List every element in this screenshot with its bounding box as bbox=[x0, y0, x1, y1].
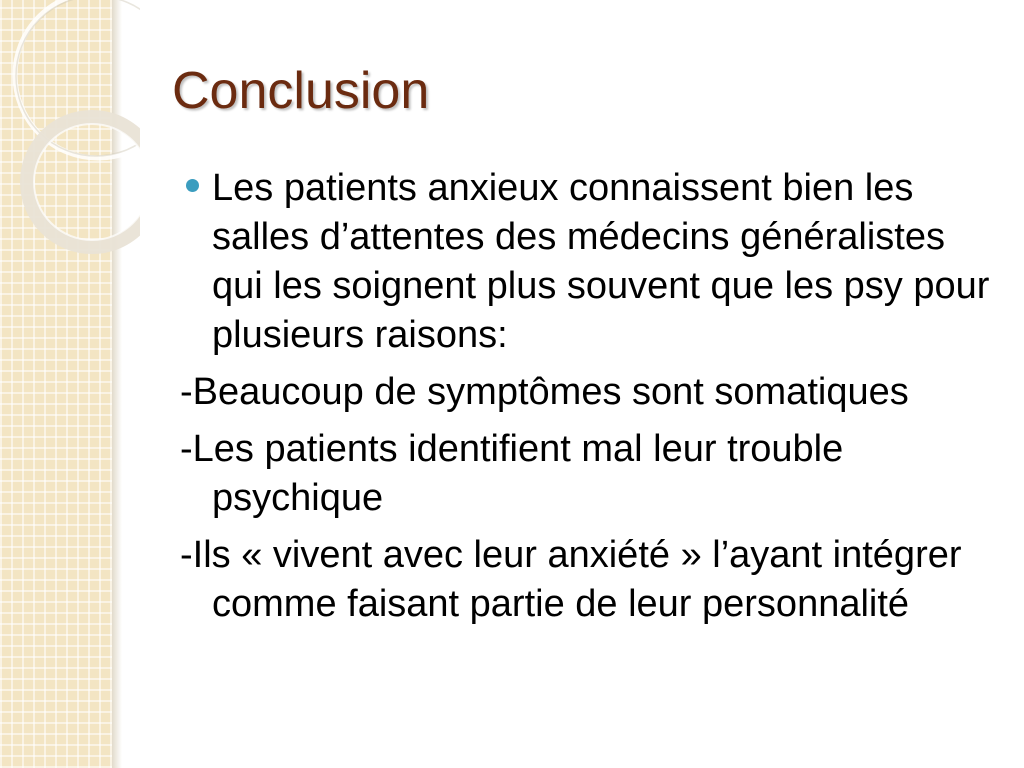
body-paragraph: -Les patients identifient mal leur trouble psychique bbox=[180, 428, 844, 519]
slide-body bbox=[180, 164, 1000, 637]
body-paragraph: -Beaucoup de symptômes sont somatiques bbox=[180, 371, 909, 413]
decorative-rings-icon bbox=[0, 0, 140, 260]
body-paragraph: -Ils « vivent avec leur anxiété » l’ayant intégrer comme faisant partie de leur personnalité bbox=[180, 534, 962, 625]
bullet-item bbox=[180, 164, 1000, 360]
slide-title: Conclusion bbox=[172, 62, 430, 120]
round-bullet-icon bbox=[186, 179, 199, 192]
bullet-text: Les patients anxieux connaissent bien les salles d’attentes des médecins généralistes qui les soignent plus souvent que les psy pour plusieurs raisons: bbox=[212, 167, 990, 356]
